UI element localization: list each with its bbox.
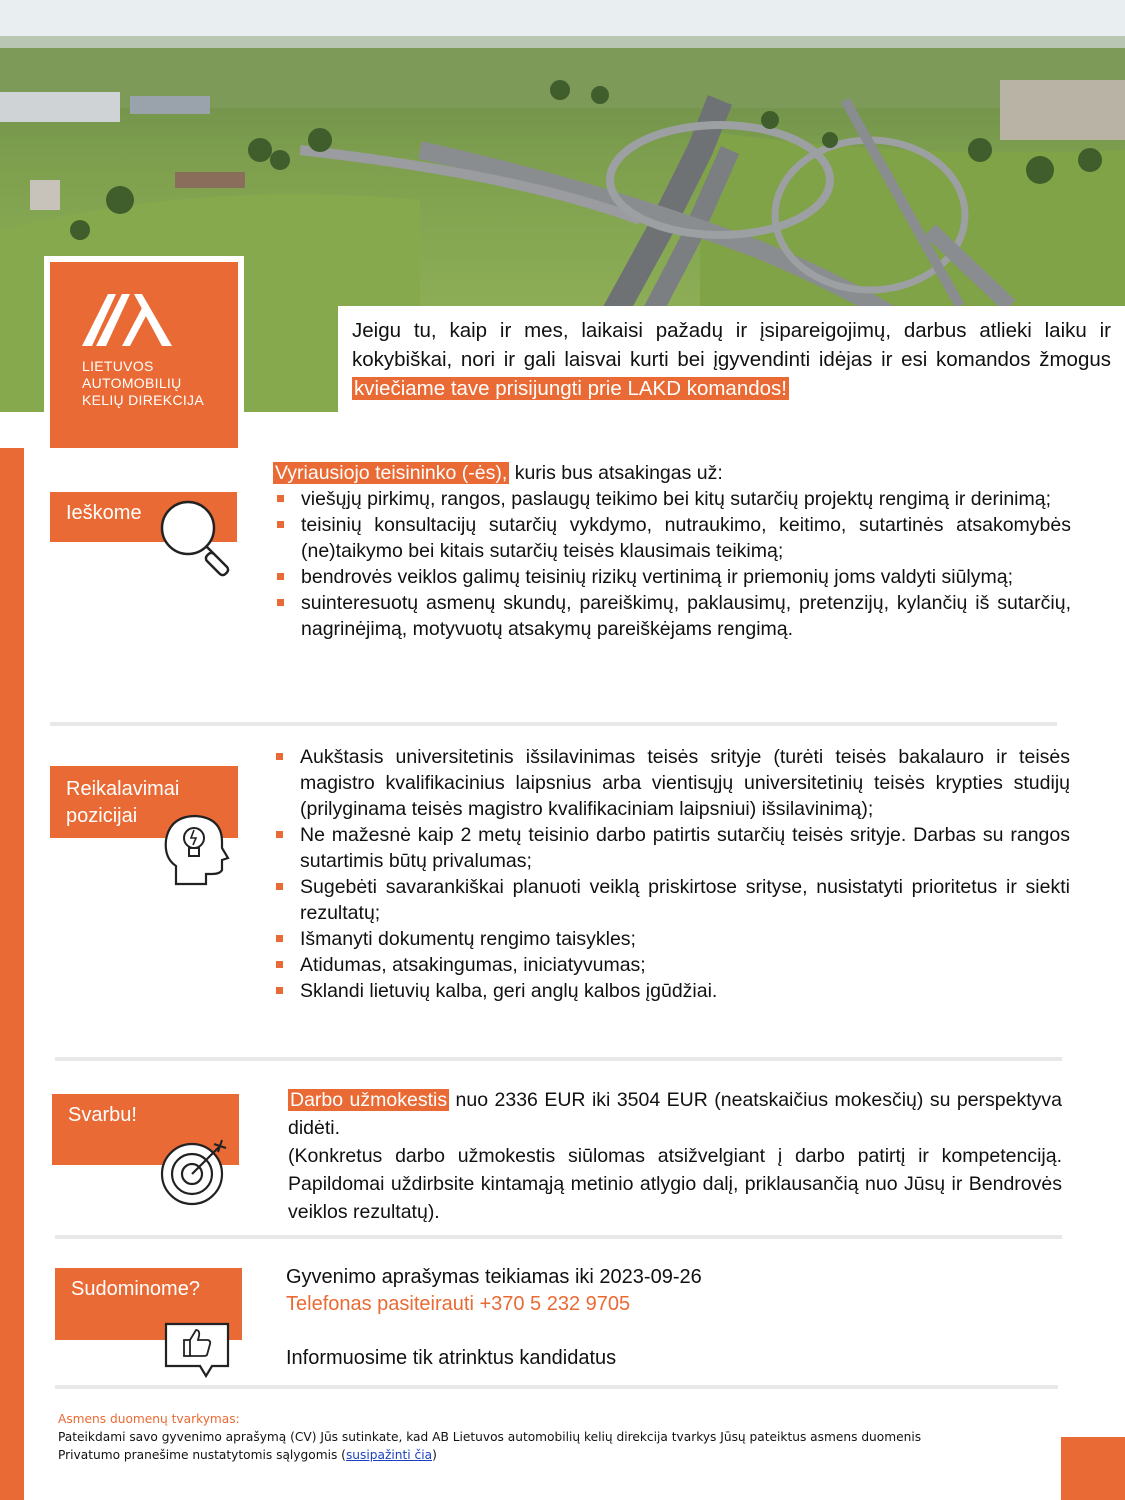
list-item: viešųjų pirkimų, rangos, paslaugų teikimo bei kitų sutarčių projektų rengimą ir derinimą; xyxy=(273,486,1071,512)
selection-notice: Informuosime tik atrinktus kandidatus xyxy=(286,1347,617,1369)
seeking-tag-label: Ieškome xyxy=(66,502,142,524)
salary-text: nuo 2336 EUR iki 3504 EUR (neatskaičius mokesčių) su perspektyva didėti. xyxy=(288,1089,1062,1139)
seeking-section xyxy=(273,460,1071,642)
list-item: Sklandi lietuvių kalba, geri anglų kalbos įgūdžiai. xyxy=(272,978,1070,1004)
intro-paragraph xyxy=(352,316,1111,403)
interested-section xyxy=(286,1264,986,1372)
privacy-line-1: Pateikdami savo gyvenimo aprašymą (CV) Jūs sutinkate, kad AB Lietuvos automobilių kelių direkcija tvarkys Jūsų pateiktus asmens duomenis xyxy=(58,1430,922,1444)
list-item: Atidumas, atsakingumas, iniciatyvumas; xyxy=(272,952,1070,978)
list-item: suinteresuotų asmenų skundų, pareiškimų, paklausimų, pretenzijų, kylančių iš sutarčių, nagrinėjimą, motyvuotų atsakymų pareiškėjams rengimą. xyxy=(273,590,1071,642)
logo-line-1: LIETUVOS xyxy=(82,358,154,374)
phone-info: Telefonas pasiteirauti +370 5 232 9705 xyxy=(286,1293,631,1315)
list-item: Ne mažesnė kaip 2 metų teisinio darbo patirtis sutarčių teisės srityje. Darbas su rangos sutartimis būtų privalumas; xyxy=(272,822,1070,874)
spacer xyxy=(286,1318,986,1345)
corner-accent-box xyxy=(1061,1437,1125,1500)
list-item: Sugebėti savarankiškai planuoti veiklą priskirtose srityse, nusistatyti prioritetus ir siekti rezultatų; xyxy=(272,874,1070,926)
left-accent-bar xyxy=(0,448,24,1500)
magnifier-icon xyxy=(158,498,238,578)
divider xyxy=(55,1057,1062,1061)
important-tag-label: Svarbu! xyxy=(68,1104,137,1126)
logo-line-2: AUTOMOBILIŲ xyxy=(82,375,182,391)
privacy-heading: Asmens duomenų tvarkymas: xyxy=(58,1412,240,1426)
divider xyxy=(55,1385,1058,1389)
seeking-position: Vyriausiojo teisininko (-ės), xyxy=(275,462,508,484)
logo-line-3: KELIŲ DIREKCIJA xyxy=(82,392,204,408)
requirements-tag-line1: Reikalavimai xyxy=(66,778,180,800)
privacy-footer xyxy=(58,1410,1048,1464)
privacy-suffix: ) xyxy=(432,1448,437,1462)
seeking-list xyxy=(273,486,1071,642)
logo-text xyxy=(82,358,204,409)
seeking-heading xyxy=(273,460,1071,486)
list-item: teisinių konsultacijų sutarčių vykdymo, nutraukimo, keitimo, sutartinės atsakomybės (ne)taikymo bei kitais sutarčių teisės klausimais teikimą; xyxy=(273,512,1071,564)
interested-tag-label: Sudominome? xyxy=(71,1278,200,1300)
requirements-section xyxy=(272,744,1070,1004)
list-item: Aukštasis universitetinis išsilavinimas teisės srityje (turėti teisės bakalauro ir teisės magistro kvalifikacinius laipsnius arba vientisųjų universitetinių teisės krypties studijų (prilyginama teisės magistro kvalifikaciniam laipsniui) išsilavinimą); xyxy=(272,744,1070,822)
list-item: bendrovės veiklos galimų teisinių rizikų vertinimą ir priemonių joms valdyti siūlymą; xyxy=(273,564,1071,590)
divider xyxy=(50,722,1057,726)
requirements-list xyxy=(272,744,1070,1004)
thumbs-up-chat-icon xyxy=(162,1320,232,1380)
salary-note: (Konkretus darbo užmokestis siūlomas atsižvelgiant į darbo patirtį ir kompetenciją. Papildomai uždirbsite kintamąją metinio atlygio dalį, priklausančią nuo Jūsų ir Bendrovės veiklos rezultatų). xyxy=(288,1145,1062,1223)
intro-text: Jeigu tu, kaip ir mes, laikaisi pažadų ir įsipareigojimų, darbus atlieki laiku ir kokybiškai, nori ir gali laisvai kurti bei įgyvendinti idėjas ir esi komandos žmogus xyxy=(352,319,1111,371)
privacy-prefix: Privatumo pranešime nustatytomis sąlygomis ( xyxy=(58,1448,346,1462)
privacy-link[interactable]: susipažinti čia xyxy=(345,1448,433,1462)
logo-panel xyxy=(50,262,238,448)
intro-highlight: kviečiame tave prisijungti prie LAKD komandos! xyxy=(354,377,787,400)
divider xyxy=(55,1235,1062,1239)
intro-box xyxy=(338,306,1125,412)
salary-line xyxy=(288,1086,1062,1142)
privacy-line-2 xyxy=(58,1446,1048,1464)
seeking-lead: kuris bus atsakingas už: xyxy=(509,462,723,484)
important-section xyxy=(288,1086,1062,1226)
head-bulb-icon xyxy=(160,810,232,886)
road-logo-icon xyxy=(82,294,172,346)
salary-label: Darbo užmokestis xyxy=(290,1089,448,1111)
target-arrow-icon xyxy=(158,1136,232,1208)
list-item: Išmanyti dokumentų rengimo taisykles; xyxy=(272,926,1070,952)
cv-deadline: Gyvenimo aprašymas teikiamas iki 2023-09-26 xyxy=(286,1266,702,1288)
requirements-tag-line2: pozicijai xyxy=(66,805,138,827)
